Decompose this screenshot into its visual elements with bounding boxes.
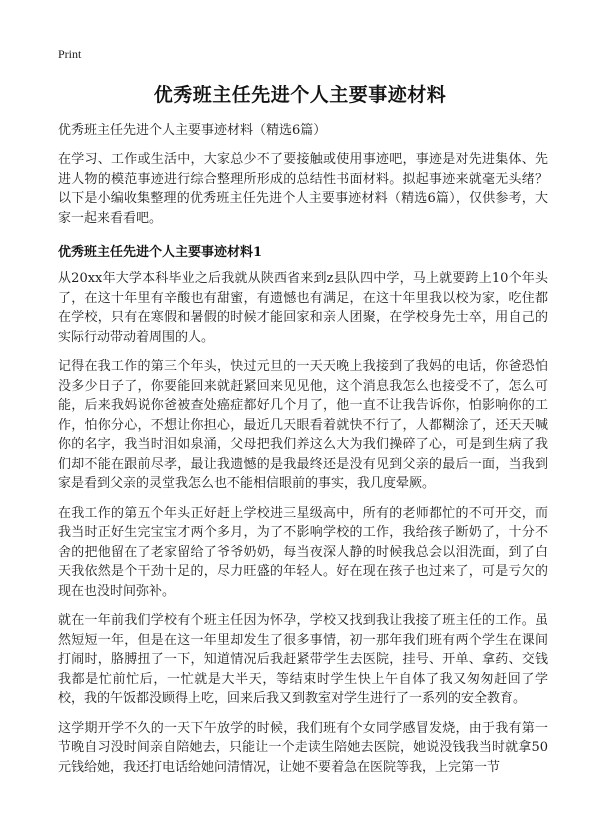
document-subtitle: 优秀班主任先进个人主要事迹材料（精选6篇）	[58, 123, 327, 138]
body-paragraph: 在我工作的第五个年头正好赶上学校进三星级高中，所有的老师都忙的不可开交，而我当时正好生完宝宝才两个多月，为了不影响学校的工作，我给孩子断奶了，十分不舍的把他留在了老家留给了爷爷奶奶，每当夜深人静的时候我总会以泪洗面，到了白天我依然是个干劲十足的，尽力旺盛的年轻人。好在现在孩子也过来了，可是亏欠的现在也没时间弥补。	[58, 505, 548, 599]
print-link[interactable]: Print	[58, 47, 82, 61]
intro-paragraph: 在学习、工作或生活中，大家总少不了要接触或使用事迹吧，事迹是对先进集体、先进人物的模范事迹进行综合整理所形成的总结性书面材料。拟起事迹来就毫无头绪？以下是小编收集整理的优秀班主任先进个人主要事迹材料（精选6篇），仅供参考，大家一起来看看吧。	[58, 152, 548, 226]
document-title: 优秀班主任先进个人主要事迹材料	[153, 84, 447, 106]
section-heading: 优秀班主任先进个人主要事迹材料1	[58, 245, 263, 260]
body-paragraph: 就在一年前我们学校有个班主任因为怀孕，学校又找到我让我接了班主任的工作。虽然短短一年，但是在这一年里却发生了很多事情，初一那年我们班有两个学生在课间打闹时，胳膊扭了一下，知道情况后我赶紧带学生去医院，挂号、开单、拿药、交钱我都是忙前忙后，一忙就是大半天，等结束时学生快上午自体了我又匆匆赶回了学校，我的午饭都没顾得上吃，回来后我又到教室对学生进行了一系列的安全教育。	[58, 613, 548, 706]
document-content	[58, 150, 548, 787]
body-paragraph: 记得在我工作的第三个年头，快过元旦的一天天晚上我接到了我妈的电话，你爸恐怕没多少日子了，你要能回来就赶紧回来见见他，这个消息我怎么也接受不了，怎么可能，后来我妈说你爸被查处癌症都好几个月了，他一直不让我告诉你，怕影响你的工作，怕你分心，不想让你担心，最近几天眼看着就快不行了，人都糊涂了，还天天喊你的名字，我当时泪如泉涌，父母把我们养这么大为我们操碎了心，可是到生病了我们却不能在跟前尽孝，最让我遗憾的是我最终还是没有见到父亲的最后一面，当我到家是看到父亲的灵堂我怎么也不能相信眼前的事实，我几度晕厥。	[58, 359, 548, 491]
body-paragraph: 从20xx年大学本科毕业之后我就从陕西省来到z县队四中学，马上就要跨上10个年头了，在这十年里有辛酸也有甜蜜，有遗憾也有满足，在这十年里我以校为家，吃住都在学校，只有在寒假和暑假的时候才能回家和亲人团聚，在学校身先士卒，用自己的实际行动带动着周围的人。	[58, 271, 548, 345]
body-paragraph: 这学期开学不久的一天下午放学的时候，我们班有个女同学感冒发烧，由于我有第一节晚自习没时间亲自陪她去，只能让一个走读生陪她去医院，她说没钱我当时就拿50元钱给她，我还打电话给她问清情况，让她不要着急在医院等我，上完第一节	[58, 720, 548, 775]
